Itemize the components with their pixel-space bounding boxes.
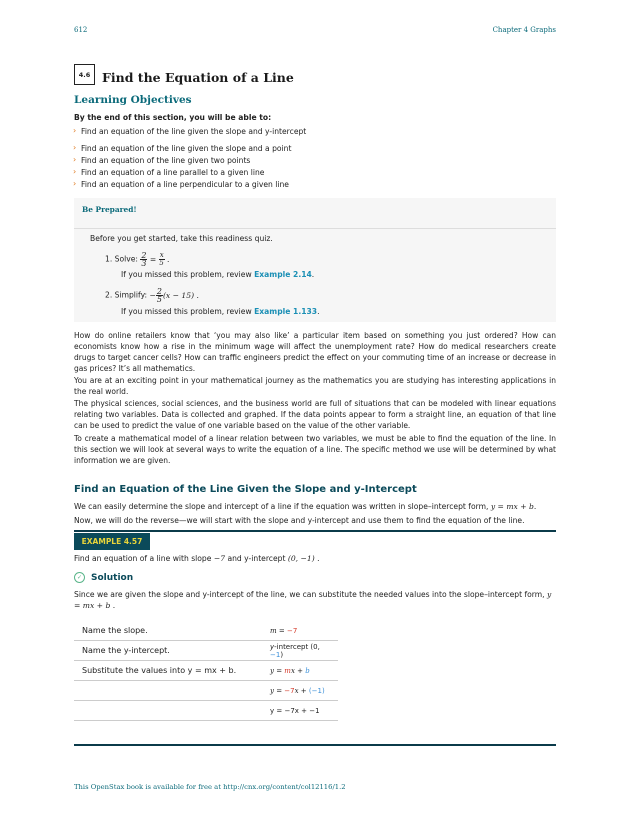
subsection-paragraph-2: Now, we will do the reverse—we will start with the slope and y-intercept and use them to find the equation of the line. [74, 516, 525, 525]
table-row [74, 701, 338, 721]
objective-item: › Find an equation of the line given the slope and a point [81, 144, 291, 153]
quiz-question-2 [105, 288, 199, 303]
be-prepared-heading: Be Prepared! [82, 205, 137, 214]
objective-item: › Find an equation of the line given two points [81, 156, 250, 165]
example-link[interactable]: Example 2.14 [254, 270, 312, 279]
quiz-review-2-text: If you missed this problem, review [121, 307, 252, 316]
step-label: Name the y-intercept. [74, 641, 262, 661]
example-link[interactable]: Example 1.133 [254, 307, 318, 316]
quiz-question-2-expression: − $\frac{2}{5}$ (x − 15) . [149, 287, 199, 304]
slope-intercept-formula: y = mx + b. [490, 502, 537, 511]
subsection-paragraph-1-text: We can easily determine the slope and intercept of a line if the equation was written in slope–intercept form, [74, 502, 489, 511]
section-title: Find the Equation of a Line [102, 70, 294, 85]
footer-note: This OpenStax book is available for free at http://cnx.org/content/col12116/1.2 [74, 783, 346, 791]
paragraph: You are at an exciting point in your mathematical journey as the mathematics you are studying has interesting applications in the real world. [74, 376, 556, 396]
step-result: y = −7x + −1 [262, 701, 338, 721]
learning-objectives-heading: Learning Objectives [74, 94, 192, 106]
example-point: (0, −1) . [287, 554, 320, 563]
paragraph: To create a mathematical model of a linear relation between two variables, we must be able to find the equation of the line. In this section we will look at several ways to write the equation of a line. The specific method we use will be determined by what information we are given. [74, 434, 556, 465]
quiz-question-2-label: 2. Simplify: [105, 290, 148, 300]
example-top-rule [74, 530, 556, 532]
step-result: y = −7x + (−1) [262, 681, 338, 701]
solution-steps-table [74, 621, 338, 721]
table-row [74, 681, 338, 701]
table-row [74, 621, 338, 641]
learning-objectives-intro: By the end of this section, you will be able to: [74, 113, 272, 122]
step-label: Name the slope. [74, 621, 262, 641]
quiz-review-1: If you missed this problem, review Example 2.14. [121, 270, 315, 279]
example-prompt-text-a: Find an equation of a line with slope [74, 554, 212, 563]
example-badge: EXAMPLE 4.57 [74, 533, 150, 550]
table-row [74, 641, 338, 661]
solution-text-body: Since we are given the slope and y-intercept of the line, we can substitute the needed values into the slope–intercept form, [74, 590, 545, 599]
example-bottom-rule [74, 744, 556, 746]
step-result: y = mx + b [262, 661, 338, 681]
solution-heading: Solution [91, 573, 134, 583]
objective-item: › Find an equation of a line parallel to a given line [81, 168, 264, 177]
solution-text [74, 589, 556, 611]
section-number-badge: 4.6 [74, 64, 95, 85]
objective-item: › Find an equation of the line given the slope and y-intercept [81, 127, 306, 136]
paragraph: The physical sciences, social sciences, and the business world are full of situations that can be modeled with linear equations relating two variables. Data is collected and graphed. If the data points appear to form a straight line, an equation of that line can be used to predict the value of one variable based on the value of the other variable. [74, 399, 556, 430]
step-label [74, 701, 262, 721]
step-label [74, 681, 262, 701]
quiz-review-1-text: If you missed this problem, review [121, 270, 252, 279]
quiz-review-2: If you missed this problem, review Example 1.133. [121, 307, 320, 316]
subsection-title: Find an Equation of the Line Given the Slope and y-Intercept [74, 484, 417, 495]
step-label: Substitute the values into y = mx + b. [74, 661, 262, 681]
example-slope: −7 [213, 554, 226, 563]
divider [74, 228, 556, 229]
solution-formula: y = mx + b . [74, 590, 552, 610]
step-result: y-intercept (0, −1) [262, 641, 338, 661]
be-prepared-intro: Before you get started, take this readiness quiz. [90, 234, 273, 243]
subsection-paragraph-1 [74, 502, 536, 511]
example-prompt [74, 554, 319, 563]
quiz-question-1-label: 1. Solve: [105, 254, 138, 264]
page-number: 612 [74, 26, 88, 34]
objective-item: › Find an equation of a line perpendicular to a given line [81, 180, 289, 189]
example-prompt-text-b: and y-intercept [227, 554, 286, 563]
table-row [74, 661, 338, 681]
paragraph: How do online retailers know that ‘you may also like’ a particular item based on something you just ordered? How can economists know how a rise in the minimum wage will affect the unemployment rate? How do medical researchers create drugs to target cancer cells? How can traffic engineers predict the effect on your commuting time of an increase or decrease in gas prices? It’s all mathematics. [74, 331, 556, 373]
chapter-title: Chapter 4 Graphs [492, 26, 556, 34]
quiz-question-1-equation: $\frac{2}{3}$ = $\frac{x}{5}$ . [141, 251, 170, 268]
step-result: m = −7 [262, 621, 338, 641]
quiz-question-1 [105, 252, 169, 267]
checkmark-icon: ✓ [74, 572, 85, 583]
